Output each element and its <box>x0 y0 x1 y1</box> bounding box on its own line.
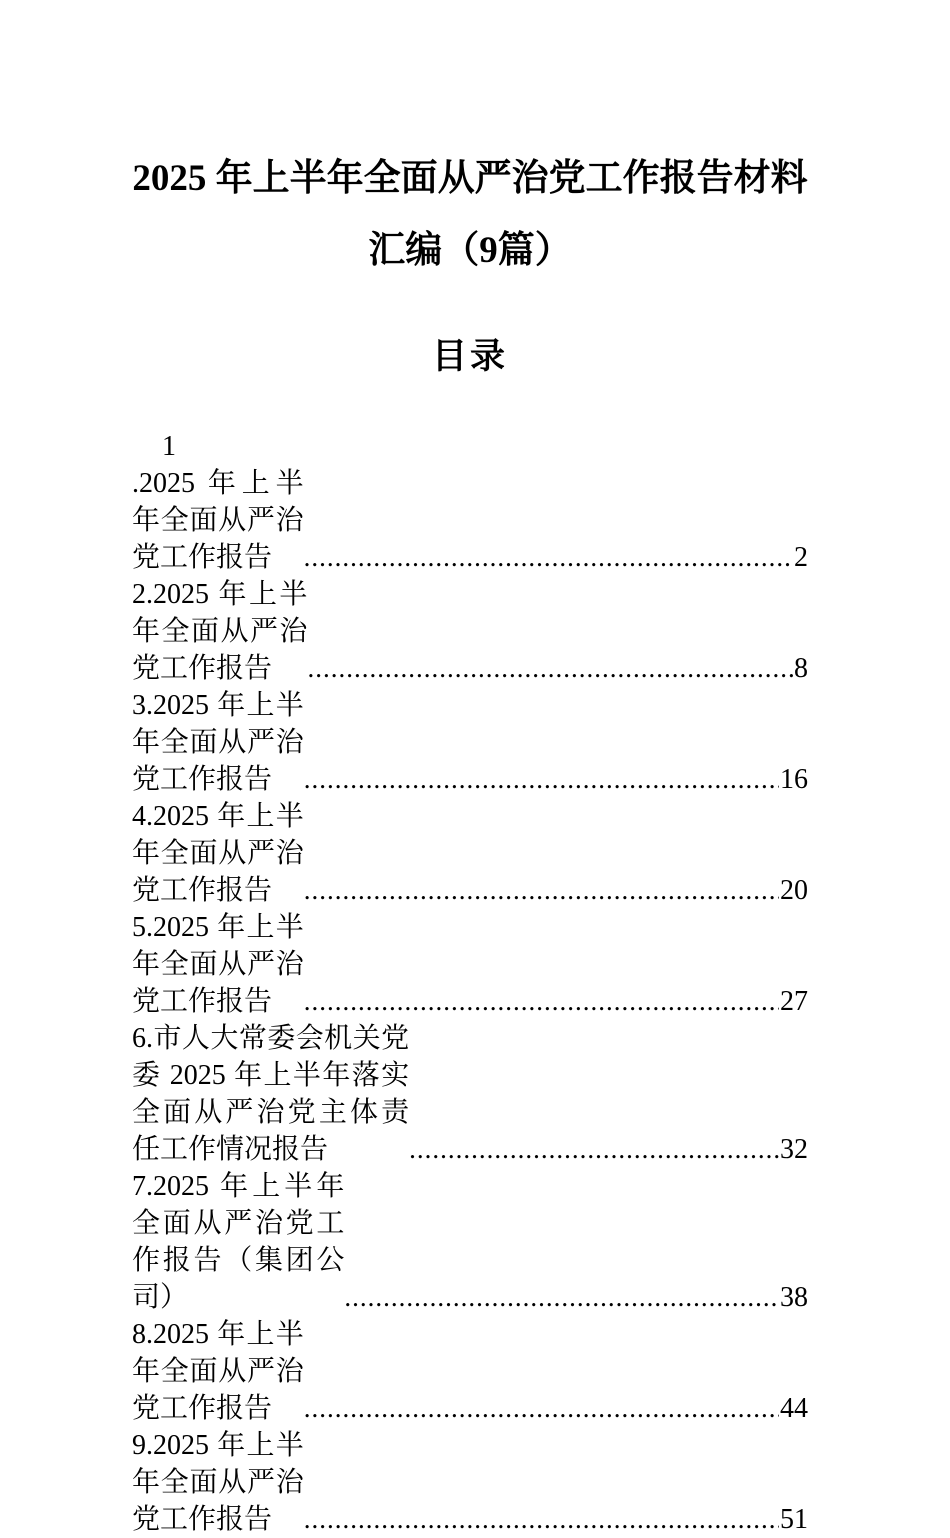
toc-entry-title: .2025 年上半年全面从严治党工作报告 <box>132 468 304 573</box>
toc-entry-page-number: 44 <box>780 1393 808 1424</box>
document-title-line-1: 2025 年上半年全面从严治党工作报告材料 <box>132 158 808 199</box>
toc-entry[interactable] <box>132 687 808 798</box>
toc-entry-title: 6.市人大常委会机关党委 2025 年上半年落实全面从严治党主体责任工作情况报告 <box>132 1023 410 1165</box>
toc-entry-page-number: 8 <box>794 653 808 684</box>
toc-entry[interactable] <box>132 909 808 1020</box>
toc-entry-title: 4.2025 年上半年全面从严治党工作报告 <box>132 801 304 906</box>
toc-entry-title: 9.2025 年上半年全面从严治党工作报告 <box>132 1430 304 1535</box>
toc-stray-line: 1 <box>162 431 176 462</box>
document-title-line-2: 汇编（9篇） <box>368 230 572 271</box>
toc-entry-title: 2.2025 年上半年全面从严治党工作报告 <box>132 579 308 684</box>
toc-entry-page-number: 32 <box>780 1134 808 1165</box>
toc-leader-dots <box>304 983 779 1020</box>
toc-leader-dots <box>307 650 793 687</box>
toc-entry-page-number: 27 <box>780 986 808 1017</box>
toc-list <box>132 428 808 1538</box>
toc-entry-page-number: 51 <box>780 1504 808 1535</box>
toc-entry-page-number: 2 <box>794 542 808 573</box>
toc-entry[interactable] <box>132 798 808 909</box>
toc-entry[interactable] <box>132 1427 808 1538</box>
toc-entry[interactable] <box>132 1020 808 1168</box>
document-title <box>132 143 808 287</box>
toc-entry[interactable] <box>132 1168 808 1316</box>
toc-entry-page-number: 38 <box>780 1282 808 1313</box>
toc-leader-dots <box>409 1131 779 1168</box>
toc-entry-title: 8.2025 年上半年全面从严治党工作报告 <box>132 1319 304 1424</box>
toc-leader-dots <box>304 539 793 576</box>
toc-entry[interactable] <box>132 1316 808 1427</box>
toc-entry-title: 3.2025 年上半年全面从严治党工作报告 <box>132 690 304 795</box>
toc-entry-page-number: 20 <box>780 875 808 906</box>
toc-entry-title: 5.2025 年上半年全面从严治党工作报告 <box>132 912 304 1017</box>
toc-entry-page-number: 16 <box>780 764 808 795</box>
toc-entry-title: 7.2025 年上半年全面从严治党工作报告（集团公司） <box>132 1171 345 1313</box>
toc-entry[interactable] <box>132 576 808 687</box>
toc-leader-dots <box>304 1501 779 1538</box>
toc-leader-dots <box>344 1279 779 1316</box>
toc-leader-dots <box>304 761 779 798</box>
toc-leader-dots <box>304 872 779 909</box>
toc-entry[interactable] <box>132 465 808 576</box>
toc-heading: 目录 <box>431 337 508 376</box>
toc-leader-dots <box>304 1390 779 1427</box>
